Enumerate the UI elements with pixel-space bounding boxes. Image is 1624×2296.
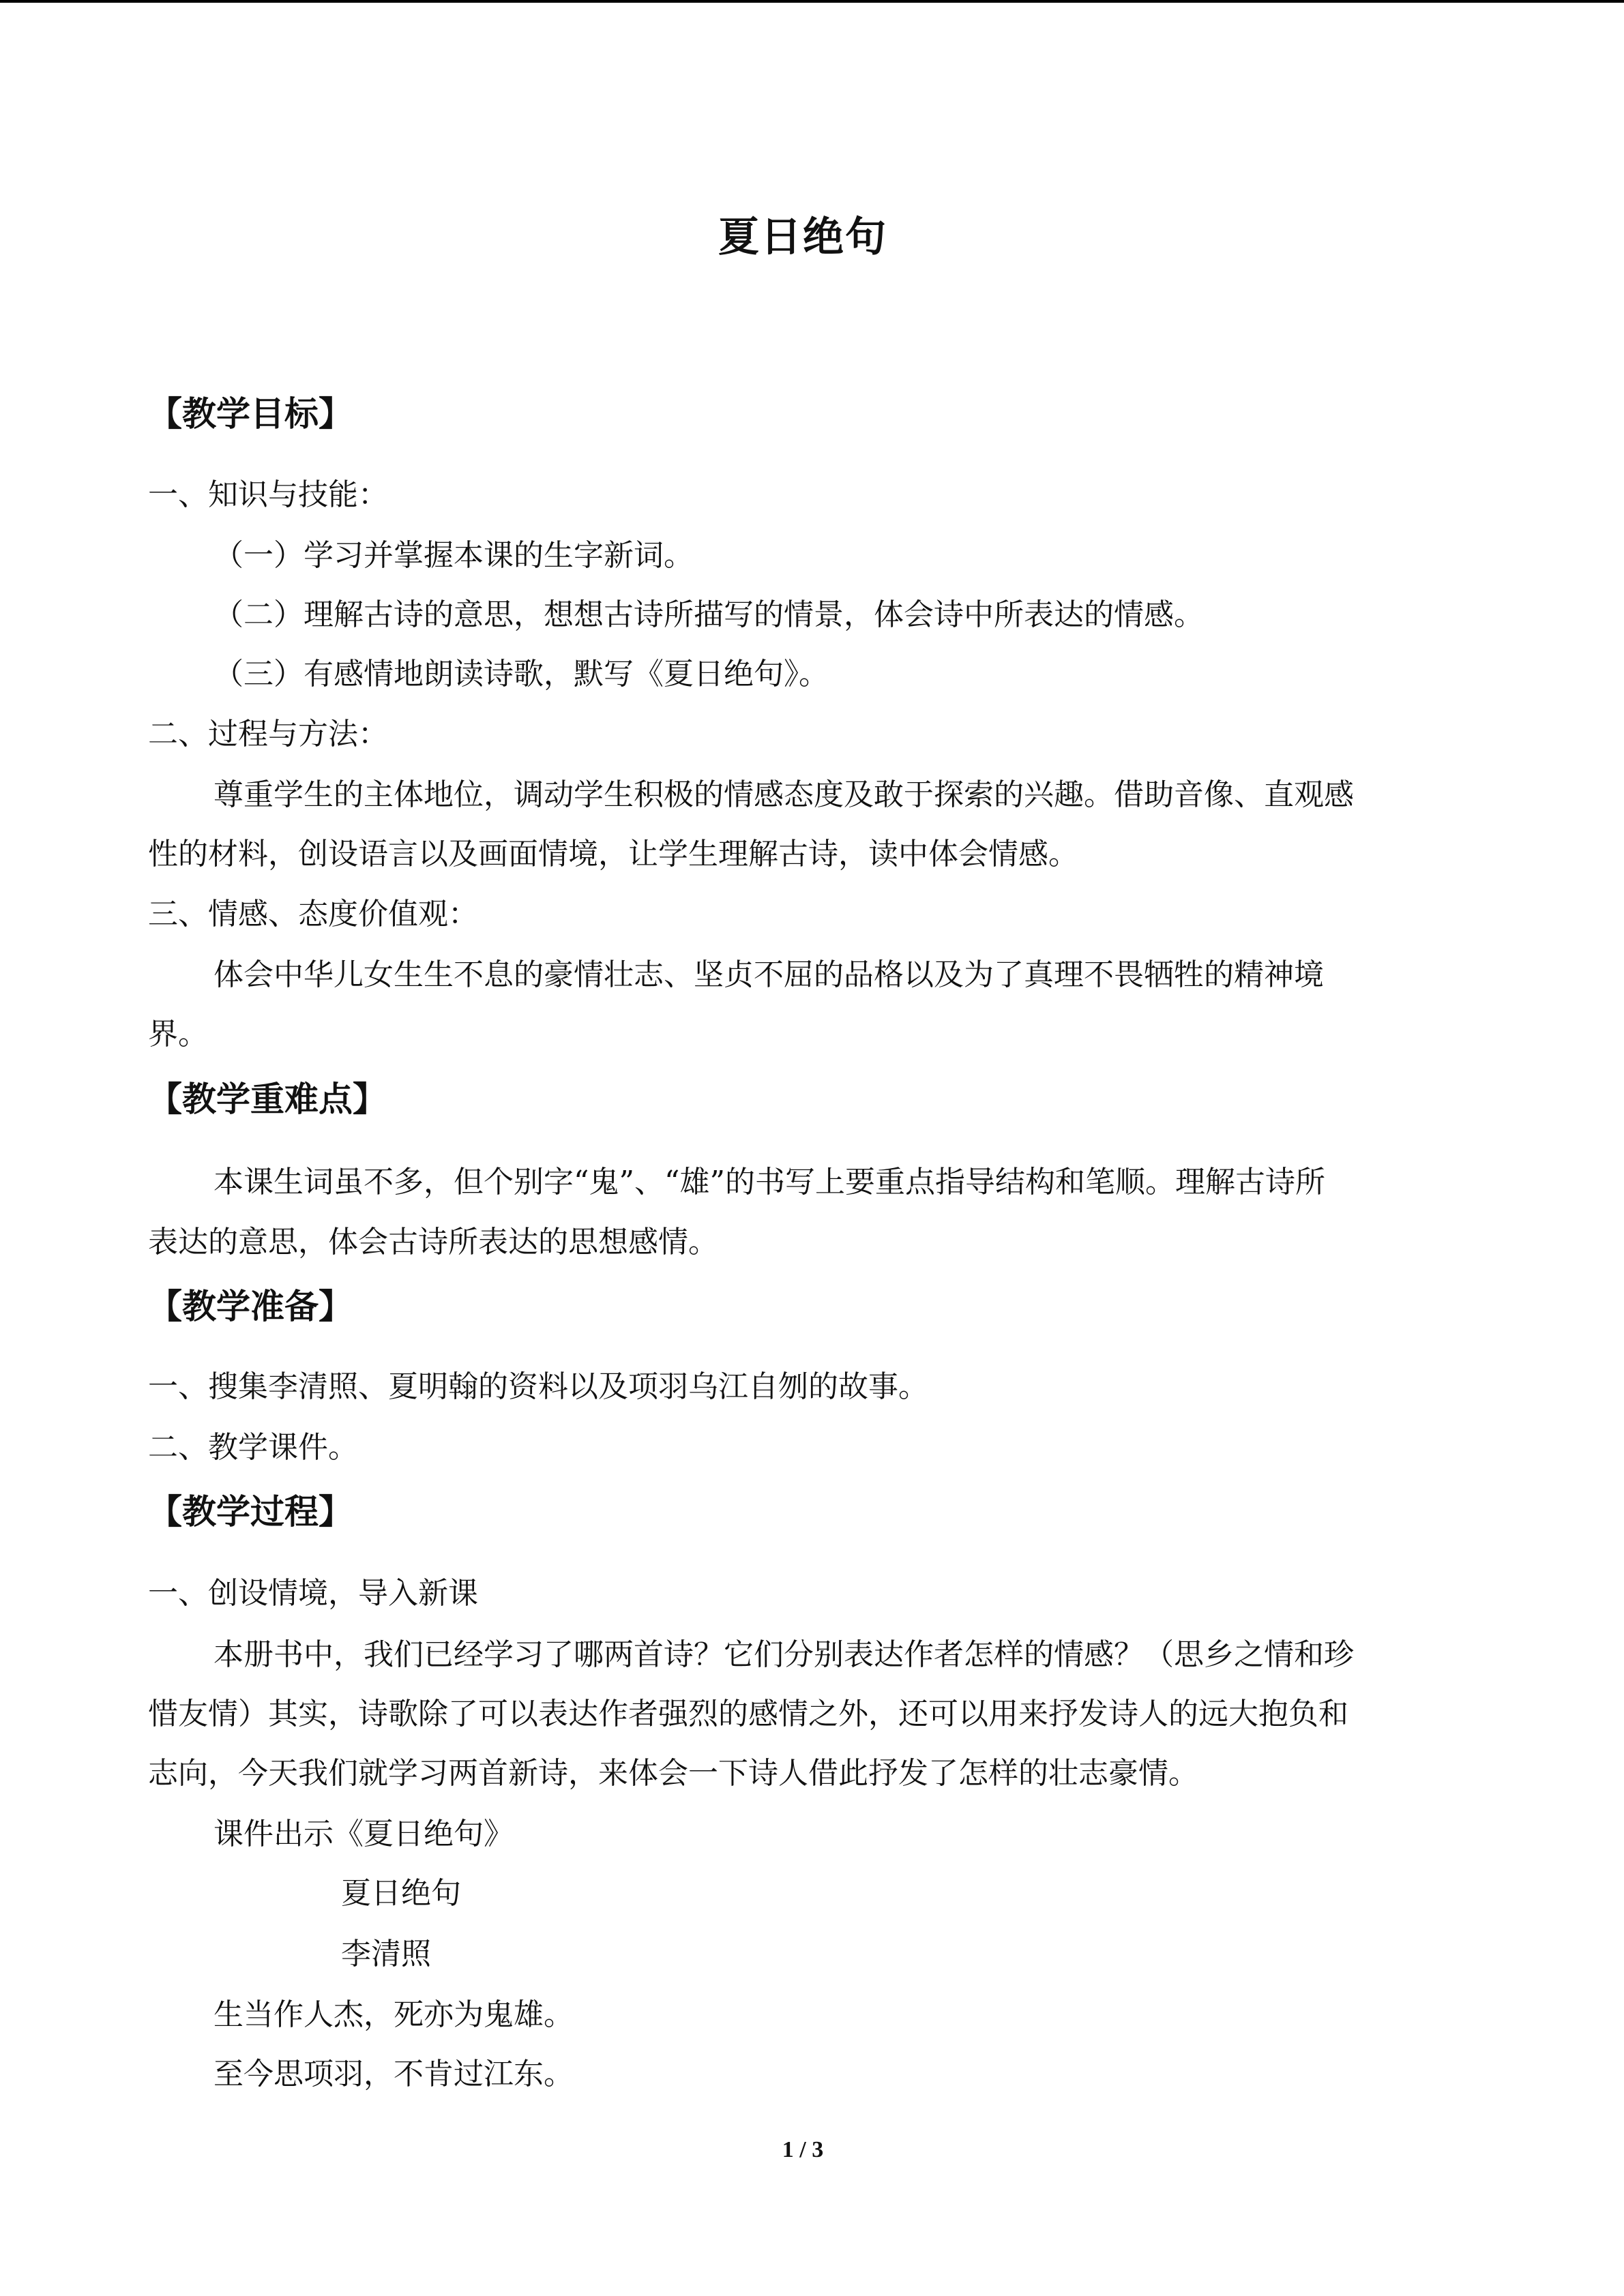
paragraph-line: 志向，今天我们就学习两首新诗，来体会一下诗人借此抒发了怎样的壮志豪情。 <box>148 1756 1198 1791</box>
process-method-heading: 二、过程与方法： <box>148 717 388 751</box>
knowledge-item: （三）有感情地朗读诗歌，默写《夏日绝句》。 <box>213 657 829 691</box>
page-number: 1 / 3 <box>782 2137 824 2162</box>
poem-author: 李清照 <box>341 1937 431 1971</box>
poem-line: 至今思项羽，不肯过江东。 <box>213 2057 574 2091</box>
emotion-heading: 三、情感、态度价值观： <box>148 897 478 931</box>
paragraph-line: 表达的意思，体会古诗所表达的思想感情。 <box>148 1225 718 1259</box>
section-heading-preparation: 【教学准备】 <box>148 1287 353 1326</box>
section-heading-process: 【教学过程】 <box>148 1492 353 1532</box>
knowledge-item: （一）学习并掌握本课的生字新词。 <box>213 538 694 573</box>
paragraph-line: 体会中华儿女生生不息的豪情壮志、坚贞不屈的品格以及为了真理不畏牺牲的精神境 <box>213 957 1324 992</box>
paragraph-line: 惜友情）其实，诗歌除了可以表达作者强烈的感情之外，还可以用来抒发诗人的远大抱负和 <box>148 1697 1348 1731</box>
courseware-line: 课件出示《夏日绝句》 <box>213 1817 514 1851</box>
poem-line: 生当作人杰，死亦为鬼雄。 <box>213 1997 574 2032</box>
paragraph-line: 本课生词虽不多，但个别字“鬼”、“雄”的书写上要重点指导结构和笔顺。理解古诗所 <box>213 1165 1325 1199</box>
poem-title: 夏日绝句 <box>341 1876 461 1911</box>
preparation-item: 一、搜集李清照、夏明翰的资料以及项羽乌江自刎的故事。 <box>148 1369 928 1404</box>
top-border <box>0 0 1624 3</box>
paragraph-line: 性的材料，创设语言以及画面情境，让学生理解古诗，读中体会情感。 <box>148 837 1078 871</box>
preparation-item: 二、教学课件。 <box>148 1430 358 1465</box>
step-heading: 一、创设情境，导入新课 <box>148 1576 478 1611</box>
paragraph-line: 本册书中，我们已经学习了哪两首诗？它们分别表达作者怎样的情感？（思乡之情和珍 <box>213 1637 1354 1672</box>
knowledge-item: （二）理解古诗的意思，想想古诗所描写的情景，体会诗中所表达的情感。 <box>213 597 1204 632</box>
section-heading-key-points: 【教学重难点】 <box>148 1079 387 1119</box>
knowledge-heading: 一、知识与技能： <box>148 477 388 512</box>
paragraph-line: 尊重学生的主体地位，调动学生积极的情感态度及敢于探索的兴趣。借助音像、直观感 <box>213 777 1354 812</box>
paragraph-line: 界。 <box>148 1017 208 1052</box>
document-title: 夏日绝句 <box>718 213 887 261</box>
section-heading-goals: 【教学目标】 <box>148 394 353 434</box>
